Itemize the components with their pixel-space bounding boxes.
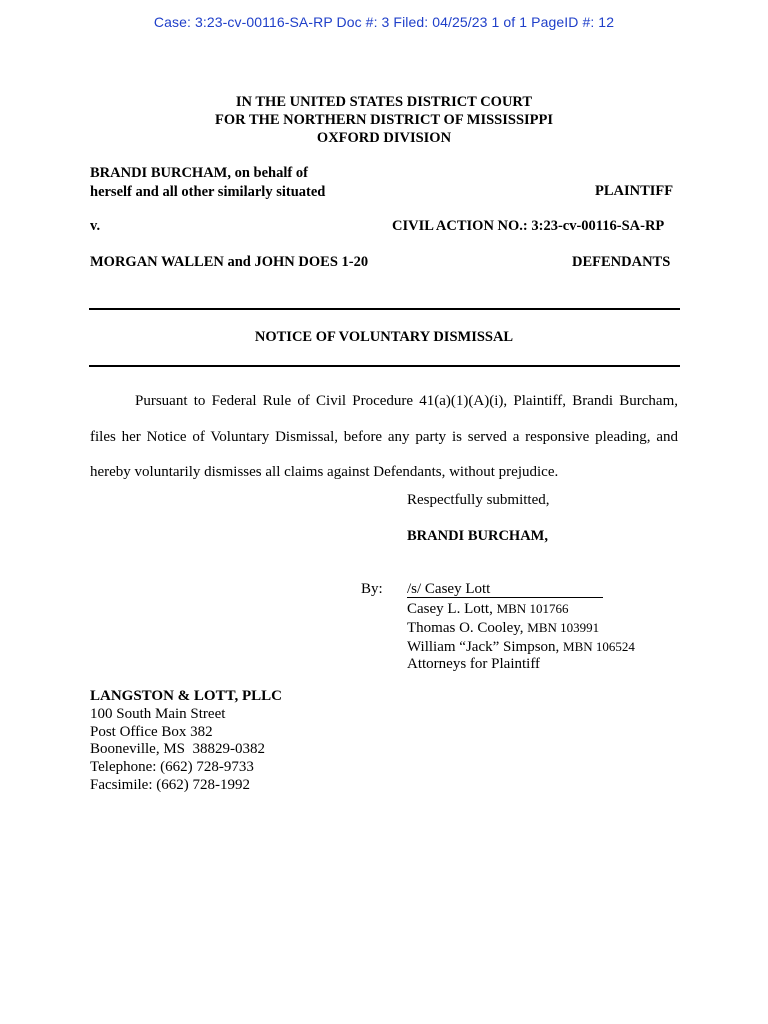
divider-top xyxy=(89,308,680,310)
electronic-signature: /s/ Casey Lott xyxy=(407,581,603,598)
attorney-line xyxy=(407,600,635,619)
attorney-name: Thomas O. Cooley, xyxy=(407,619,524,636)
court-heading-line1: IN THE UNITED STATES DISTRICT COURT xyxy=(235,94,533,110)
case-filing-stamp: Case: 3:23-cv-00116-SA-RP Doc #: 3 Filed: 04/25/23 1 of 1 PageID #: 12 xyxy=(153,14,615,30)
signing-party: BRANDI BURCHAM, xyxy=(407,528,548,544)
divider-bottom xyxy=(89,365,680,367)
attorney-name: William “Jack” Simpson, xyxy=(407,638,560,655)
attorney-bar-number: MBN 101766 xyxy=(496,601,569,616)
firm-address-block xyxy=(90,688,282,795)
closing-text: Respectfully submitted, xyxy=(407,492,550,508)
firm-facsimile: Facsimile: (662) 728-1992 xyxy=(90,776,250,793)
firm-city: Booneville, MS 38829-0382 xyxy=(90,741,265,758)
body-paragraph: Pursuant to Federal Rule of Civil Procedure 41(a)(1)(A)(i), Plaintiff, Brandi Burcham, files her Notice of Voluntary Dismissal, before any party is served a responsive pleading, and hereby voluntarily dismisses all claims against Defendants, without prejudice. xyxy=(90,393,678,480)
attorney-line xyxy=(407,619,635,638)
court-heading-line2: FOR THE NORTHERN DISTRICT OF MISSISSIPPI xyxy=(214,112,554,128)
attorney-bar-number: MBN 103991 xyxy=(527,619,600,635)
attorney-line xyxy=(407,638,635,657)
civil-action-number: CIVIL ACTION NO.: 3:23-cv-00116-SA-RP xyxy=(392,218,665,234)
document-title: NOTICE OF VOLUNTARY DISMISSAL xyxy=(254,329,514,345)
attorney-bar-number: MBN 106524 xyxy=(563,638,635,654)
by-label: By: xyxy=(361,581,383,597)
defendant-name: MORGAN WALLEN and JOHN DOES 1-20 xyxy=(90,254,369,270)
versus-label: v. xyxy=(90,218,101,234)
firm-telephone: Telephone: (662) 728-9733 xyxy=(90,759,254,776)
plaintiff-name xyxy=(90,164,325,202)
firm-street: 100 South Main Street xyxy=(90,705,226,722)
plaintiff-name-line1: BRANDI BURCHAM, on behalf of xyxy=(90,165,308,181)
court-heading xyxy=(0,93,768,147)
plaintiff-name-line2: herself and all other similarly situated xyxy=(90,184,326,200)
plaintiff-role-label: PLAINTIFF xyxy=(595,183,674,199)
defendant-role-label: DEFENDANTS xyxy=(572,254,671,270)
attorneys-for-label: Attorneys for Plaintiff xyxy=(407,656,541,673)
court-heading-line3: OXFORD DIVISION xyxy=(316,130,452,146)
attorney-block xyxy=(407,600,635,674)
attorney-name: Casey L. Lott, xyxy=(407,601,493,617)
firm-name: LANGSTON & LOTT, PLLC xyxy=(90,688,282,704)
firm-po-box: Post Office Box 382 xyxy=(90,723,213,740)
